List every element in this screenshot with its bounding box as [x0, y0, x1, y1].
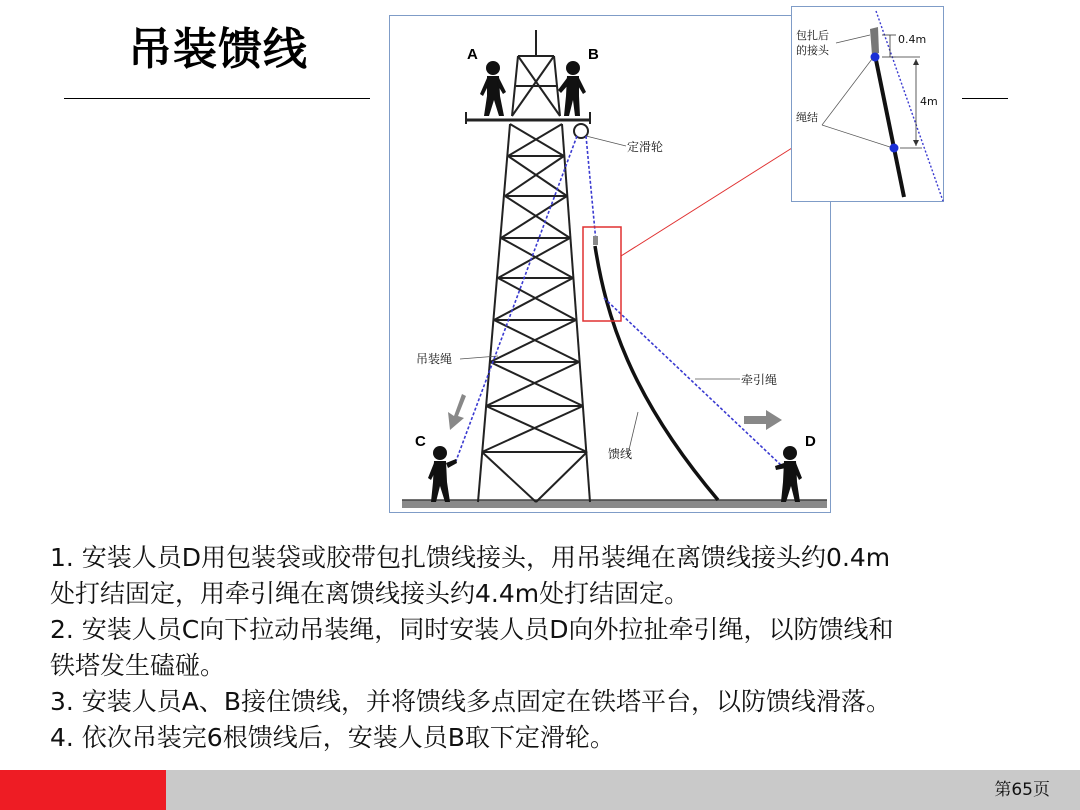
- knot-lower: [890, 144, 899, 153]
- ground: [402, 500, 827, 508]
- wrapped-joint-label-line2: 的接头: [796, 44, 829, 57]
- step-line: 1. 安装人员D用包装袋或胶带包扎馈线接头，用吊装绳在离馈线接头约0.4m: [50, 543, 891, 572]
- fixed-pulley-label: 定滑轮: [627, 140, 664, 154]
- step-line: 铁塔发生磕碰。: [50, 651, 226, 680]
- wrapped-joint-label-line1: 包扎后: [796, 29, 829, 42]
- person-d: [775, 446, 802, 502]
- hoist-rope-label: 吊装绳: [416, 352, 453, 366]
- pull-down-arrow: [448, 394, 466, 430]
- page-number: 第65页: [994, 780, 1050, 800]
- title-divider-right: [962, 98, 1008, 99]
- step-line: 4. 依次吊装完6根馈线后，安装人员B取下定滑轮。: [50, 723, 615, 752]
- person-c: [428, 446, 457, 502]
- fixed-pulley: [574, 124, 588, 138]
- person-a: [480, 61, 506, 116]
- pull-out-arrow: [744, 410, 782, 430]
- footer-bar: [166, 770, 1080, 810]
- instruction-steps: [50, 540, 1060, 756]
- tower-hoisting-diagram: [389, 15, 831, 513]
- distance-0-4m-label: 0.4m: [898, 33, 927, 46]
- title-divider-left: [64, 98, 370, 99]
- feeder-cable: [595, 246, 718, 500]
- step-line: 处打结固定，用牵引绳在离馈线接头约4.4m处打结固定。: [50, 579, 690, 608]
- traction-rope-label: 牵引绳: [741, 373, 778, 387]
- person-c-label: C: [415, 433, 426, 450]
- footer-accent-bar: [0, 770, 166, 810]
- distance-4m-label: 4m: [920, 95, 938, 108]
- joint-highlight-box: [583, 227, 621, 321]
- person-b-label: B: [588, 46, 599, 63]
- knot-upper: [871, 53, 880, 62]
- wrapped-joint: [870, 27, 879, 55]
- joint-detail-inset: [791, 6, 944, 202]
- tower-diagram-svg: [390, 16, 832, 514]
- highlight-connector: [621, 148, 792, 256]
- person-d-label: D: [805, 433, 816, 450]
- feeder-label: 馈线: [608, 447, 633, 461]
- step-line: 2. 安装人员C向下拉动吊装绳，同时安装人员D向外拉扯牵引绳，以防馈线和: [50, 615, 894, 644]
- person-b: [558, 61, 586, 116]
- person-a-label: A: [467, 46, 478, 63]
- step-line: 3. 安装人员A、B接住馈线，并将馈线多点固定在铁塔平台，以防馈线滑落。: [50, 687, 892, 716]
- hoist-rope: [456, 136, 577, 461]
- knot-label: 绳结: [796, 111, 818, 124]
- slide-title: 吊装馈线: [128, 24, 308, 75]
